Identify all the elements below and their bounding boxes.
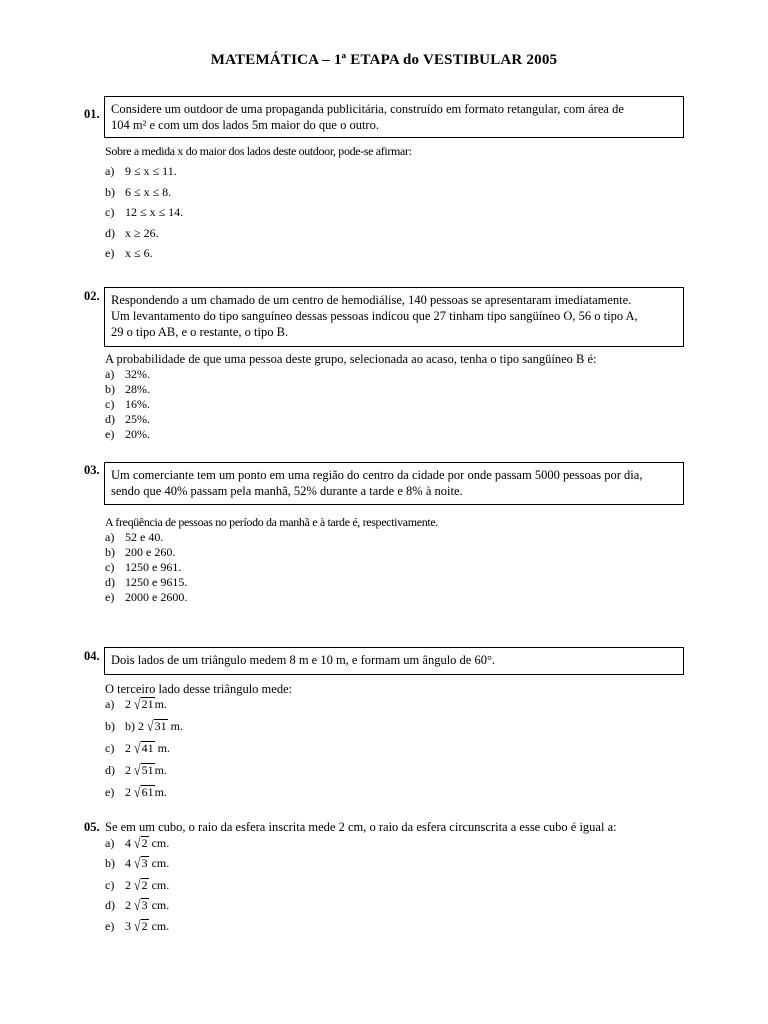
square-root: √2 — [134, 876, 148, 894]
statement-line: 104 m² e com um dos lados 5m maior do que o outro. — [111, 118, 379, 132]
option-label: c) — [105, 741, 115, 755]
question-04-option-c[interactable] — [105, 741, 170, 756]
radicand: 3 — [141, 898, 148, 912]
option-coefficient: 2 — [125, 763, 131, 777]
option-coefficient: 4 — [125, 836, 131, 850]
option-label: b) — [105, 719, 115, 733]
option-label: a) — [105, 164, 115, 178]
radicand: 2 — [141, 919, 148, 933]
option-text: x ≥ 26. — [125, 226, 159, 240]
option-label: a) — [105, 697, 115, 711]
option-label: e) — [105, 590, 115, 604]
statement-line: Respondendo a um chamado de um centro de hemodiálise, 140 pessoas se apresentaram imediatamente. — [111, 293, 632, 307]
option-text: 16%. — [125, 397, 150, 411]
question-04-option-a[interactable] — [105, 697, 167, 712]
radicand: 3 — [141, 856, 148, 870]
option-coefficient: 2 — [125, 697, 131, 711]
option-label: e) — [105, 785, 115, 799]
option-text: 6 ≤ x ≤ 8. — [125, 185, 172, 199]
option-coefficient: 2 — [125, 878, 131, 892]
question-04-statement-box — [104, 647, 684, 675]
option-text: 32%. — [125, 367, 150, 381]
question-02-option-d[interactable] — [105, 412, 150, 427]
statement-line: Um levantamento do tipo sanguíneo dessas pessoas indicou que 27 tinham tipo sangüíneo O, 56 o tipo A, — [111, 309, 638, 323]
option-label: c) — [105, 878, 115, 892]
option-coefficient: b) 2 — [125, 719, 144, 733]
question-02-prompt: A probabilidade de que uma pessoa deste grupo, selecionada ao acaso, tenha o tipo sangüíneo B é: — [105, 352, 597, 366]
option-text: 1250 e 961. — [125, 560, 182, 574]
option-unit: m. — [154, 697, 167, 711]
statement-line: 29 o tipo AB, e o restante, o tipo B. — [111, 325, 289, 339]
square-root: √51 — [134, 761, 154, 779]
radicand: 2 — [141, 878, 148, 892]
question-01-option-b[interactable] — [105, 185, 171, 200]
question-05-prompt: Se em um cubo, o raio da esfera inscrita mede 2 cm, o raio da esfera circunscrita a esse cubo é igual a: — [105, 820, 617, 834]
option-label: d) — [105, 226, 115, 240]
option-unit: cm. — [148, 898, 170, 912]
option-unit: cm. — [148, 878, 170, 892]
question-03-option-d[interactable] — [105, 575, 187, 590]
option-label: b) — [105, 185, 115, 199]
question-02-statement-box — [104, 287, 684, 347]
option-label: d) — [105, 412, 115, 426]
option-unit: m. — [154, 785, 167, 799]
page-title: MATEMÁTICA – 1ª ETAPA do VESTIBULAR 2005 — [210, 52, 558, 68]
option-text: 25%. — [125, 412, 150, 426]
question-01-option-c[interactable] — [105, 205, 183, 220]
question-04-option-d[interactable] — [105, 763, 167, 778]
option-label: a) — [105, 836, 115, 850]
option-coefficient: 3 — [125, 919, 131, 933]
radicand: 51 — [141, 763, 154, 777]
option-label: c) — [105, 560, 115, 574]
question-01-option-e[interactable] — [105, 246, 153, 261]
question-02-option-a[interactable] — [105, 367, 150, 382]
question-02-option-e[interactable] — [105, 427, 150, 442]
question-04-option-e[interactable] — [105, 785, 167, 800]
option-label: e) — [105, 246, 115, 260]
option-label: b) — [105, 545, 115, 559]
radicand: 61 — [141, 785, 154, 799]
option-label: c) — [105, 205, 115, 219]
option-label: d) — [105, 575, 115, 589]
option-text: 52 e 40. — [125, 530, 164, 544]
option-text: 20%. — [125, 427, 150, 441]
option-label: a) — [105, 530, 115, 544]
statement-line: Um comerciante tem um ponto em uma região do centro da cidade por onde passam 5000 pessoas por dia, — [111, 468, 643, 482]
question-03-option-c[interactable] — [105, 560, 181, 575]
option-label: a) — [105, 367, 115, 381]
question-03-option-e[interactable] — [105, 590, 187, 605]
option-label: c) — [105, 397, 115, 411]
square-root: √3 — [134, 896, 148, 914]
radicand: 21 — [141, 697, 154, 711]
option-text: 1250 e 9615. — [125, 575, 188, 589]
statement-line: Dois lados de um triângulo medem 8 m e 10 m, e formam um ângulo de 60°. — [111, 653, 496, 667]
question-number-04: 04. — [84, 649, 100, 663]
question-01-statement-box — [104, 96, 684, 138]
question-05-option-d[interactable] — [105, 898, 169, 913]
question-04-prompt: O terceiro lado desse triângulo mede: — [105, 682, 293, 696]
option-label: e) — [105, 919, 115, 933]
statement-line: Considere um outdoor de uma propaganda publicitária, construído em formato retangular, com área de — [111, 102, 624, 116]
question-05-option-c[interactable] — [105, 878, 169, 893]
option-label: e) — [105, 427, 115, 441]
option-label: b) — [105, 856, 115, 870]
square-root: √21 — [134, 695, 154, 713]
question-number-05: 05. — [84, 820, 100, 834]
question-number-02: 02. — [84, 289, 100, 303]
radicand: 2 — [141, 836, 148, 850]
option-text: 28%. — [125, 382, 150, 396]
option-coefficient: 2 — [125, 898, 131, 912]
option-coefficient: 2 — [125, 741, 131, 755]
question-02-option-b[interactable] — [105, 382, 150, 397]
option-unit: m. — [154, 763, 167, 777]
option-unit: cm. — [148, 856, 170, 870]
question-03-option-b[interactable] — [105, 545, 175, 560]
question-03-statement-box — [104, 462, 684, 505]
option-label: d) — [105, 763, 115, 777]
square-root: √31 — [147, 717, 167, 735]
question-01-option-a[interactable] — [105, 164, 177, 179]
option-text: 2000 e 2600. — [125, 590, 188, 604]
square-root: √61 — [134, 783, 154, 801]
question-01-prompt: Sobre a medida x do maior dos lados deste outdoor, pode-se afirmar: — [105, 144, 412, 158]
square-root: √2 — [134, 834, 148, 852]
question-01-option-d[interactable] — [105, 226, 159, 241]
question-05-option-a[interactable] — [105, 836, 169, 851]
question-05-option-b[interactable] — [105, 856, 169, 871]
option-text: 200 e 260. — [125, 545, 176, 559]
option-coefficient: 2 — [125, 785, 131, 799]
statement-line: sendo que 40% passam pela manhã, 52% durante a tarde e 8% à noite. — [111, 484, 463, 498]
question-03-option-a[interactable] — [105, 530, 163, 545]
question-05-option-e[interactable] — [105, 919, 169, 934]
radicand: 41 — [141, 741, 154, 755]
question-02-option-c[interactable] — [105, 397, 150, 412]
option-label: d) — [105, 898, 115, 912]
option-unit: cm. — [148, 919, 170, 933]
square-root: √3 — [134, 854, 148, 872]
option-text: 12 ≤ x ≤ 14. — [125, 205, 184, 219]
option-unit: m. — [167, 719, 183, 733]
question-03-prompt: A freqüência de pessoas no período da manhã e à tarde é, respectivamente. — [105, 515, 438, 529]
question-number-03: 03. — [84, 463, 100, 477]
option-text: x ≤ 6. — [125, 246, 153, 260]
option-label: b) — [105, 382, 115, 396]
question-number-01: 01. — [84, 107, 100, 121]
option-coefficient: 4 — [125, 856, 131, 870]
square-root: √2 — [134, 917, 148, 935]
option-unit: cm. — [148, 836, 170, 850]
question-04-option-b[interactable] — [105, 719, 183, 734]
option-unit: m. — [154, 741, 170, 755]
radicand: 31 — [154, 719, 167, 733]
square-root: √41 — [134, 739, 154, 757]
option-text: 9 ≤ x ≤ 11. — [125, 164, 177, 178]
